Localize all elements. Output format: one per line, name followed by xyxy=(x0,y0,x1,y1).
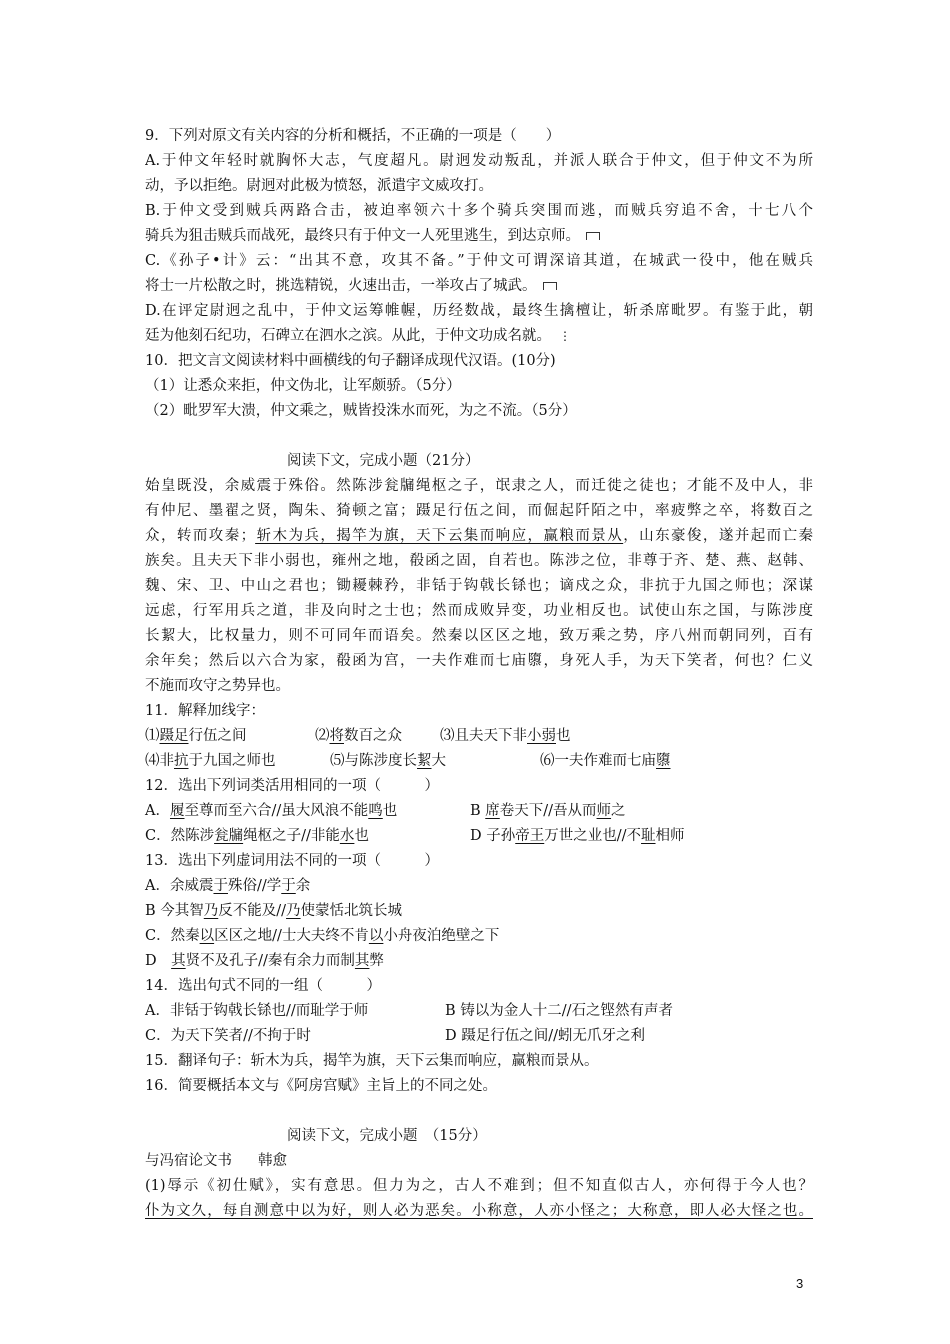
q9-option-b-line2-text: 骑兵为狙击贼兵而战死，最终只有于仲文一人死里逃生，到达京师。 xyxy=(145,228,580,244)
passage3-heading: 阅读下文，完成小题 （15分） xyxy=(287,1128,487,1144)
q14-option-a: A．非铦于钩戟长铩也//而耻学于师 xyxy=(145,1003,369,1019)
q16-stem: 16．简要概括本文与《阿房宫赋》主旨上的不同之处。 xyxy=(145,1078,497,1094)
edit-mark-icon xyxy=(586,232,600,240)
q10-sentence-1: （1）让悉众来拒，仲文伪北，让军颇骄。（5分） xyxy=(145,378,461,394)
q11-item-6-pre: ⑹一夫作难而七庙 xyxy=(540,753,656,769)
q12-d-pre: D 子孙 xyxy=(470,828,516,844)
q13-stem: 13．选出下列虚词用法不同的一项（ ） xyxy=(145,853,439,869)
q12-c-pre: C．然陈涉 xyxy=(145,828,215,844)
q12-a-mid: 至尊而至六合//虽大风浪不能 xyxy=(184,803,369,819)
passage2-line4: 族矣。且夫天下非小弱也，雍州之地，殽函之固，自若也。陈涉之位，非尊于齐、楚、燕、赵韩、 xyxy=(145,553,813,569)
passage3-line2-underlined: 仆为文久，每自测意中以为好，则人必为恶矣。小称意，人亦小怪之；大称意，即人必大怪之也。 xyxy=(145,1203,813,1219)
q13-b-mid: 反不能及// xyxy=(218,903,287,919)
q9-option-a-line1: A.于仲文年轻时就胸怀大志，气度超凡。尉迥发动叛乱，并派人联合于仲文，但于仲文不为所 xyxy=(145,153,813,169)
q12-b-pre: B xyxy=(470,803,486,819)
q12-a-word1: 履 xyxy=(169,803,185,819)
q12-c-mid: 绳枢之子//非能 xyxy=(243,828,340,844)
q12-d-mid: 万世之业也//不 xyxy=(544,828,642,844)
q15-stem: 15．翻译句子：斩木为兵，揭竿为旗，天下云集而响应，赢粮而景从。 xyxy=(145,1053,599,1069)
q13-c-pre: C．然秦 xyxy=(145,928,200,944)
q14-stem: 14．选出句式不同的一组（ ） xyxy=(145,978,381,994)
passage2-line8: 余年矣；然后以六合为家，殽函为宫，一夫作难而七庙隳，身死人手，为天下笑者，何也？仁义 xyxy=(145,653,813,669)
q9-option-d-line2-text: 廷为他刻石纪功，石碑立在泗水之滨。从此，于仲文功成名就。 xyxy=(145,328,551,344)
q12-c-post: 也 xyxy=(354,828,369,844)
q11-item-4-pre: ⑷非 xyxy=(145,753,174,769)
q12-b-post: 之 xyxy=(611,803,626,819)
q13-d-word2: 其 xyxy=(354,953,370,969)
q13-d-pre: D xyxy=(145,953,172,969)
q11-item-3-pre: ⑶且夫天下非 xyxy=(440,728,527,744)
q12-stem: 12．选出下列词类活用相同的一项（ ） xyxy=(145,778,439,794)
q13-a-word1: 于 xyxy=(213,878,228,894)
passage2-line2: 有仲尼、墨翟之贤，陶朱、猗顿之富；蹑足行伍之间，而倔起阡陌之中，率疲弊之卒，将数百之 xyxy=(145,503,813,519)
q13-b-post: 使蒙恬北筑长城 xyxy=(300,903,403,919)
q13-c-mid: 区区之地//士大夫终不肯 xyxy=(214,928,369,944)
q12-option-b xyxy=(470,801,626,821)
q11-item-3-rest: 也 xyxy=(556,728,571,744)
q9-option-b-line2 xyxy=(145,226,600,246)
q11-item-2-rest: 数百之众 xyxy=(344,728,402,744)
q13-b-word2: 乃 xyxy=(286,903,301,919)
q12-c-word1: 瓮牖 xyxy=(214,828,244,844)
q12-d-word2: 耻 xyxy=(641,828,656,844)
q14-option-c: C．为天下笑者//不拘于时 xyxy=(145,1028,311,1044)
q10-stem: 10．把文言文阅读材料中画横线的句子翻译成现代汉语。(10分) xyxy=(145,353,556,369)
q13-option-a xyxy=(145,876,310,896)
edit-mark-icon xyxy=(543,282,557,290)
q12-option-c xyxy=(145,826,369,846)
dots-mark-icon: ⋮ xyxy=(559,329,571,343)
q12-option-a xyxy=(145,801,397,821)
q13-c-word2: 以 xyxy=(368,928,384,944)
page-number: 3 xyxy=(796,1276,804,1291)
q9-option-a-line2: 动，予以拒绝。尉迥对此极为愤怒，派遣宇文威攻打。 xyxy=(145,178,493,194)
passage2-line3-start: 众，转而攻秦； xyxy=(145,528,256,544)
q13-b-word1: 乃 xyxy=(203,903,219,919)
q13-b-pre: B 今其智 xyxy=(145,903,204,919)
q13-a-pre: A．余威震 xyxy=(145,878,214,894)
q13-d-post: 弊 xyxy=(369,953,384,969)
q11-item-3 xyxy=(440,726,571,746)
q13-c-word1: 以 xyxy=(199,928,215,944)
q12-d-word1: 帝王 xyxy=(515,828,545,844)
q10-sentence-2: （2）毗罗军大溃，仲文乘之，贼皆投洙水而死，为之不流。（5分） xyxy=(145,403,577,419)
q11-stem: 11．解释加线字： xyxy=(145,703,265,719)
q11-item-2-num: ⑵ xyxy=(315,728,330,744)
passage2-line7: 长絜大，比权量力，则不可同年而语矣。然秦以区区之地，致万乘之势，序八州而朝同列，百有 xyxy=(145,628,813,644)
q13-option-d xyxy=(145,951,384,971)
passage2-underlined-sentence: 斩木为兵，揭竿为旗，天下云集而响应，赢粮而景从 xyxy=(255,528,624,544)
q11-item-5-word: 絜 xyxy=(417,753,432,769)
q11-item-2-word: 将 xyxy=(329,728,344,744)
q9-option-c-line2 xyxy=(145,276,557,296)
q13-a-word2: 于 xyxy=(281,878,296,894)
passage2-line3 xyxy=(145,526,813,546)
q12-b-word1: 席 xyxy=(485,803,500,819)
passage2-heading: 阅读下文，完成小题（21分） xyxy=(287,453,480,469)
q9-option-c-line2-text: 将士一片松散之时，挑选精锐，火速出击，一举攻占了城武。 xyxy=(145,278,537,294)
passage3-line1: (1)辱示《初仕赋》，实有意思。但力为之，古人不难到；但不知直似古人，亦何得于今人也？ xyxy=(145,1178,813,1194)
q13-a-post: 余 xyxy=(295,878,311,894)
q9-option-d-line2 xyxy=(145,326,571,346)
q12-a-pre: A． xyxy=(145,803,170,819)
q11-item-1-word: 蹑足 xyxy=(159,728,189,744)
q14-option-d: D 蹑足行伍之间//蚓无爪牙之利 xyxy=(445,1028,646,1044)
q11-item-2 xyxy=(315,726,402,746)
q11-item-5-rest: 大 xyxy=(431,753,446,769)
q13-option-c xyxy=(145,926,499,946)
passage2-line6: 远虑，行军用兵之道，非及向时之士也；然而成败异变，功业相反也。试使山东之国，与陈涉度 xyxy=(145,603,813,619)
q12-b-word2: 师 xyxy=(596,803,612,819)
q12-d-post: 相师 xyxy=(655,828,685,844)
q12-option-d xyxy=(470,826,685,846)
q9-stem: 9．下列对原文有关内容的分析和概括，不正确的一项是（ ） xyxy=(145,128,561,144)
q13-option-b xyxy=(145,901,402,921)
q11-item-3-word: 小弱 xyxy=(527,728,556,744)
q11-item-5-pre: ⑸与陈涉度长 xyxy=(330,753,417,769)
q11-item-1-num: ⑴ xyxy=(145,728,160,744)
passage3-title-text: 与冯宿论文书 xyxy=(145,1153,232,1169)
passage3-author: 韩愈 xyxy=(258,1153,287,1169)
q11-item-1-rest: 行伍之间 xyxy=(188,728,247,744)
q11-item-4-rest: 于九国之师也 xyxy=(188,753,276,769)
q11-item-6 xyxy=(540,751,671,771)
q11-item-6-word: 隳 xyxy=(656,753,671,769)
q13-d-mid: 贤不及孔子//秦有余力而制 xyxy=(185,953,355,969)
q11-item-5 xyxy=(330,751,446,771)
passage2-line5: 魏、宋、卫、中山之君也；锄耰棘矜，非铦于钩戟长铩也；谪戍之众，非抗于九国之师也；深谋 xyxy=(145,578,813,594)
q13-d-word1: 其 xyxy=(171,953,186,969)
passage2-line9: 不施而攻守之势异也。 xyxy=(145,678,290,694)
q12-b-mid: 卷天下//吾从而 xyxy=(499,803,597,819)
q12-a-word2: 鸣 xyxy=(368,803,383,819)
q12-a-post: 也 xyxy=(382,803,398,819)
q9-option-d-line1: D.在评定尉迥之乱中，于仲文运筹帷幄，历经数战，最终生擒檀让，斩杀席毗罗。有鉴于此，朝 xyxy=(145,303,813,319)
q11-item-1 xyxy=(145,726,247,746)
q13-a-mid: 殊俗//学 xyxy=(227,878,282,894)
q11-item-4 xyxy=(145,751,276,771)
q11-item-4-word: 抗 xyxy=(174,753,189,769)
passage2-line3-end: ，山东豪俊，遂并起而亡秦 xyxy=(623,528,813,544)
q12-c-word2: 水 xyxy=(339,828,355,844)
passage3-title xyxy=(145,1151,287,1171)
passage2-line1: 始皇既没，余威震于殊俗。然陈涉瓮牖绳枢之子，氓隶之人，而迁徙之徒也；才能不及中人，非 xyxy=(145,478,813,494)
q9-option-b-line1: B.于仲文受到贼兵两路合击，被迫率领六十多个骑兵突围而逃，而贼兵穷追不舍，十七八个 xyxy=(145,203,813,219)
q13-c-post: 小舟夜泊绝壁之下 xyxy=(383,928,500,944)
q14-option-b: B 铸以为金人十二//石之铿然有声者 xyxy=(445,1003,674,1019)
q9-option-c-line1: C.《孙子•计》云：“出其不意，攻其不备。”于仲文可谓深谙其道，在城武一役中，他在贼兵 xyxy=(145,253,813,269)
